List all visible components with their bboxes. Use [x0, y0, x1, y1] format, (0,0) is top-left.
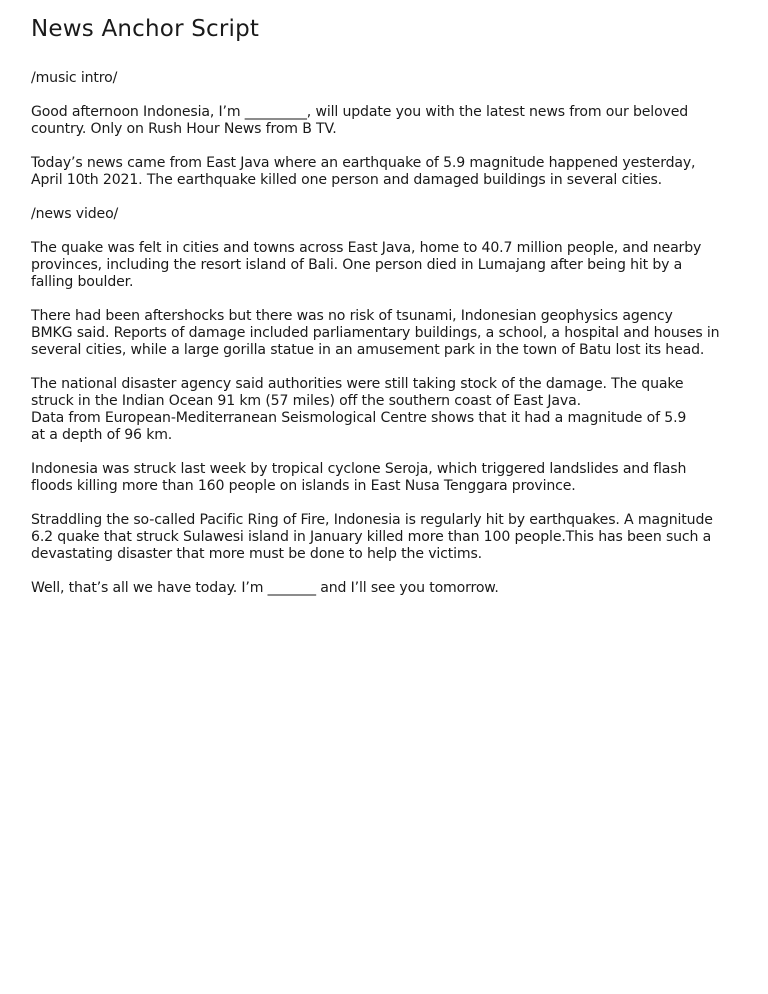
paragraph-ring-of-fire: Straddling the so-called Pacific Ring of Fire, Indonesia is regularly hit by earthquakes. A magnitude 6.2 quake that struck Sulawesi island in January killed more than 100 people.This has been such a devastating disaster that more must be done to help the victims.	[31, 512, 713, 562]
paragraph-greeting: Good afternoon Indonesia, I’m _________, will update you with the latest news from our beloved country. Only on Rush Hour News from B TV.	[31, 104, 689, 137]
paragraph-cyclone: Indonesia was struck last week by tropical cyclone Seroja, which triggered landslides and flash floods killing more than 160 people on islands in East Nusa Tenggara province.	[31, 461, 687, 494]
paragraph-quake-felt: The quake was felt in cities and towns across East Java, home to 40.7 million people, and nearby provinces, including the resort island of Bali. One person died in Lumajang after being hit by a falling boulder.	[31, 240, 702, 290]
paragraph-aftershocks: There had been aftershocks but there was no risk of tsunami, Indonesian geophysics agency BMKG said. Reports of damage included parliamentary buildings, a school, a hospital and houses in several cities, while a large gorilla statue in an amusement park in the town of Batu lost its head.	[31, 308, 720, 358]
paragraph-headline: Today’s news came from East Java where an earthquake of 5.9 magnitude happened yesterday, April 10th 2021. The earthquake killed one person and damaged buildings in several cities.	[31, 155, 696, 188]
document-page	[31, 14, 761, 614]
paragraph-closing: Well, that’s all we have today. I’m _______ and I’ll see you tomorrow.	[31, 580, 499, 596]
paragraph-disaster-agency: The national disaster agency said authorities were still taking stock of the damage. The quake struck in the Indian Ocean 91 km (57 miles) off the southern coast of East Java. Data from European-Mediterranean Seismological Centre shows that it had a magnitude of 5.9 at a depth of 96 km.	[31, 376, 687, 443]
stage-direction-music-intro: /music intro/	[31, 70, 118, 86]
stage-direction-news-video: /news video/	[31, 206, 119, 222]
document-title: News Anchor Script	[31, 16, 260, 42]
